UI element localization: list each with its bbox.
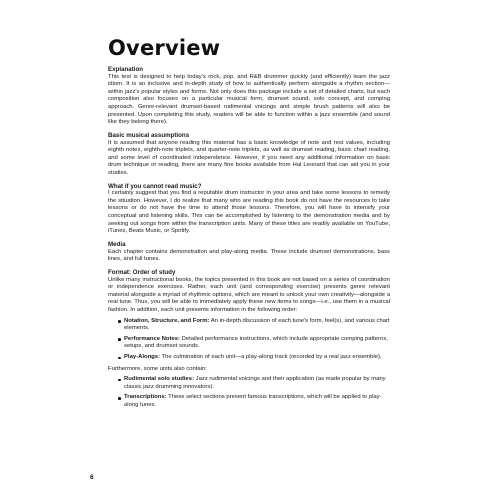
list-item-text: These select sections present famous transcriptions, which will be applied to play-along tunes. <box>124 394 382 408</box>
section-paragraph: It is assumed that anyone reading this material has a basic knowledge of note and rest values, including eighth notes, eighth-note triplets, and quarter-note triplets, as well as drumset reading, basic chart reading, and some level of coordinated independence. However, if you need any additional information on basic drum technique or reading, there are many fine books available from Hal Leonard that can aid you in your studies. <box>108 139 390 176</box>
section-heading: Media <box>108 241 126 249</box>
page-number: 6 <box>90 474 94 481</box>
unit-contents-list <box>108 318 390 362</box>
list-item-term: Play-Alongs: <box>124 353 161 360</box>
list-item-term: Performance Notes: <box>124 335 180 342</box>
section-paragraph: Each chapter contains demonstration and play-along media. These include drumset demonstrations, bass lines, and full tunes. <box>108 248 390 263</box>
section-heading: Format: Order of study <box>108 269 176 276</box>
list-item-text: Detailed performance instructions, which include appropriate comping patterns, setups, and drumset sounds. <box>124 335 388 350</box>
section-paragraph: Unlike many instructional books, the topics presented in this book are not based on a series of coordination or independence exercises. Rather, each unit (and corresponding exercise) presents genre relevant material alongside a myriad of rhythmic options, which are meant to unlock your own creativity—alongside a real tune. Thus, you will be able to immediately apply these new items to songs—i.e., use them in a musical fashion. In addition, each unit presents information in the following order: <box>108 276 390 313</box>
section-paragraph: Furthermore, some units also contain: <box>108 365 207 372</box>
section-cannot-read-music <box>108 183 390 236</box>
page-title: Overview <box>108 36 221 60</box>
section-format-order-of-study <box>108 269 390 410</box>
list-item-term: Notation, Structure, and Form: <box>124 317 210 324</box>
section-paragraph: This text is designed to help today's rock, pop, and R&B drummer quickly (and efficiently) learn the jazz idiom. It is an inclusive and in-depth study of how to authentically perform alongside a rhythm section—within jazz's popular styles and forms. Not only does this package include a set of detailed charts, but each composition also focuses on a particular musical form, drumset sound, solo concept, and comping approach. Genre-relevant drumset-based rudimental voicings and simple brush patterns will also be presented. Upon completing this study, readers will be able to function within a jazz ensemble (and sound like they belong there). <box>108 73 390 126</box>
list-item-text: An in-depth discussion of each tune's form, feel(s), and various chart elements. <box>124 317 390 332</box>
list-item <box>118 336 390 351</box>
section-heading: Explanation <box>108 66 144 73</box>
list-item <box>118 354 390 362</box>
list-item <box>118 318 390 333</box>
additional-contents-list <box>108 376 390 409</box>
page-content <box>108 66 390 415</box>
list-item-term: Rudimental solo studies: <box>124 376 195 383</box>
list-item <box>118 394 390 409</box>
section-heading: What if you cannot read music? <box>108 182 202 190</box>
list-item-term: Transcriptions: <box>124 394 167 401</box>
section-media <box>108 241 390 264</box>
section-basic-musical-assumptions <box>108 132 390 178</box>
section-paragraph: I certainly suggest that you find a reputable drum instructor in your area and take some lessons to remedy the situation. However, I do realize that many who are reading this book do not have the resources to take lessons or do not have the time to attend those lessons. Therefore, you will have to intensify your conceptual and listening skills. This can be accomplished by listening to the demonstration media and by seeking out songs from within the transcription units. Many of these titles are readily available on YouTube, iTunes, Beats Music, or Spotify. <box>108 190 390 235</box>
list-item-text: Jazz rudimental voicings and their application (as made popular by many classic jazz drumming innovators). <box>124 376 386 390</box>
list-item-text: The culmination of each unit—a play-along track (recorded by a real jazz ensemble). <box>160 353 382 360</box>
section-heading: Basic musical assumptions <box>108 131 190 139</box>
list-item <box>118 376 390 391</box>
section-explanation <box>108 66 390 127</box>
